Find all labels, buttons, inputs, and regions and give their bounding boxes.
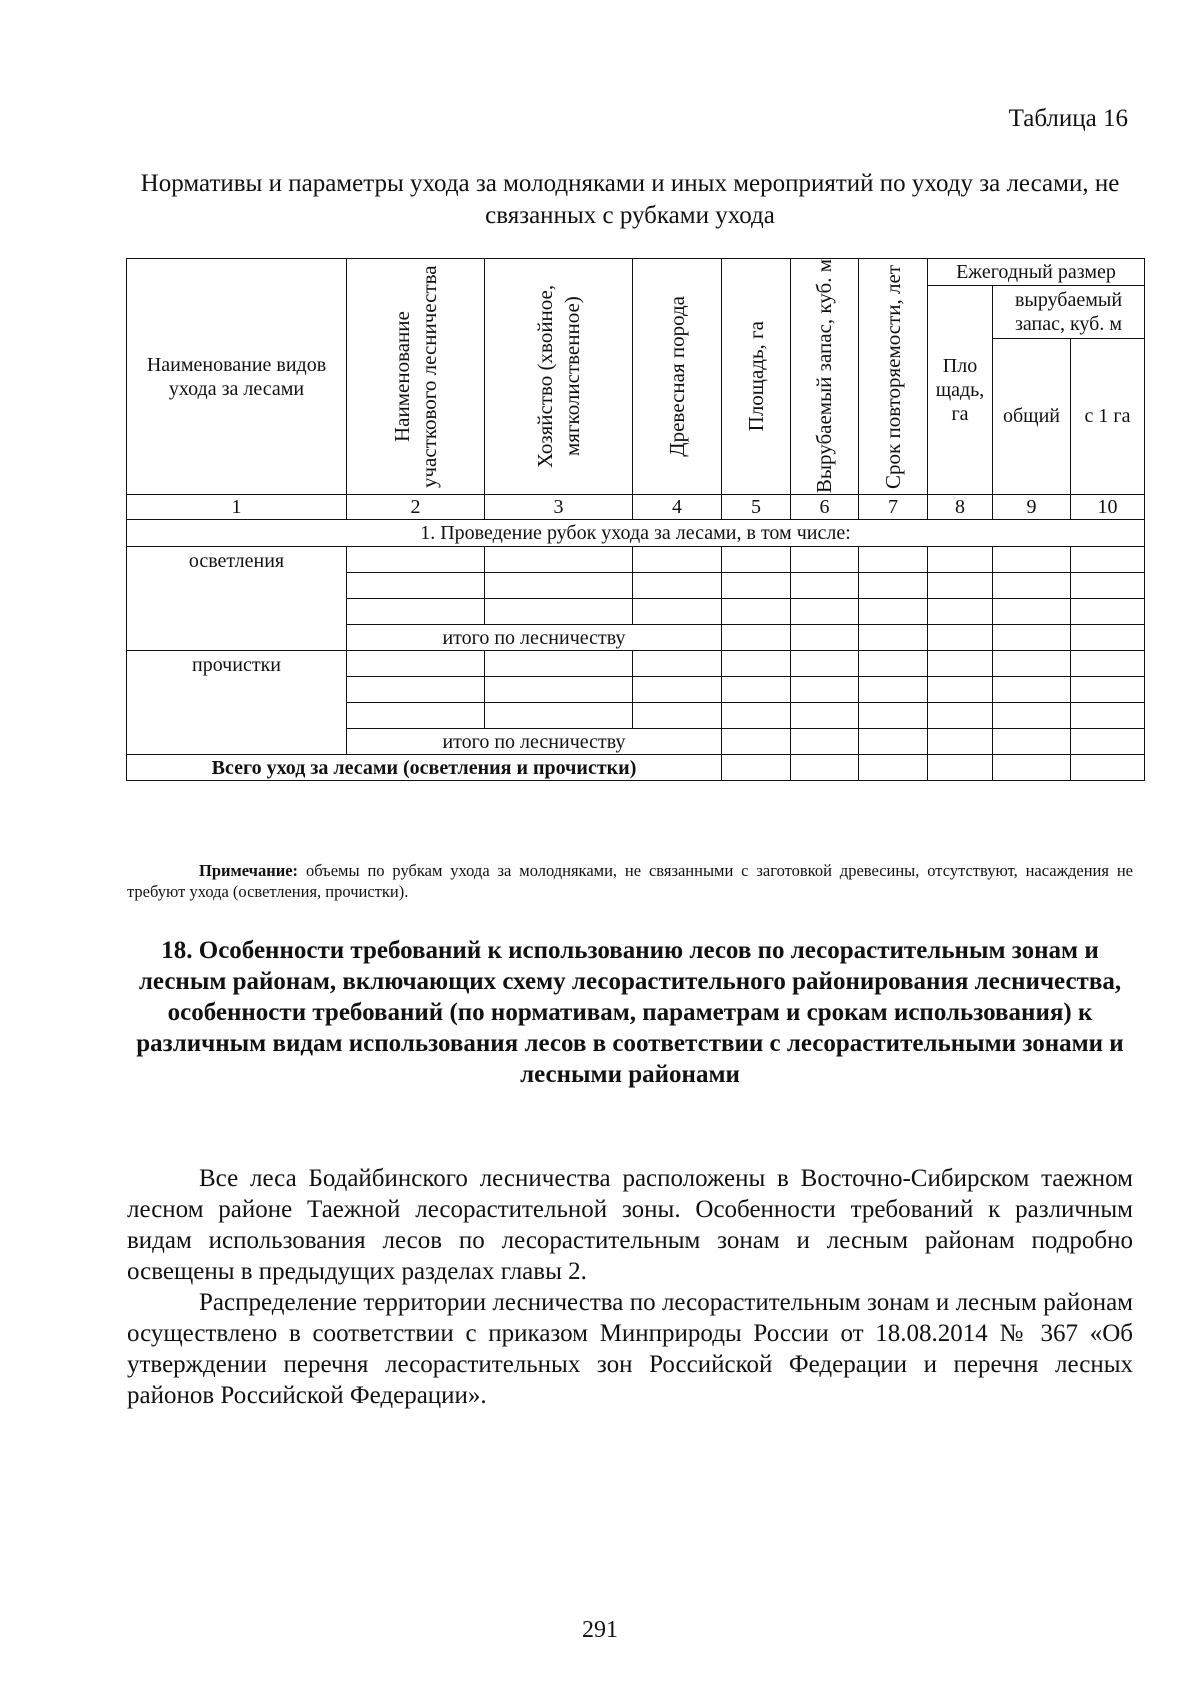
table-note <box>127 860 1133 902</box>
col-number: 9 <box>993 495 1071 520</box>
header-col8: Пло щадь, га <box>928 286 993 495</box>
header-col4: Древесная порода <box>664 296 689 457</box>
header-col7: Срок повторяемости, лет <box>880 264 905 489</box>
header-col10: с 1 га <box>1071 338 1145 495</box>
header-col9: общий <box>993 338 1071 495</box>
header-col2: Наименование участкового лесничества <box>389 265 441 488</box>
care-kind: прочистки <box>127 651 347 755</box>
col-number: 10 <box>1071 495 1145 520</box>
col-number: 3 <box>485 495 633 520</box>
note-text: объемы по рубкам ухода за молодняками, не связанными с заготовкой древесины, отсутствуют, насаждения не требуют ухода (осветления, прочистки). <box>127 861 1133 901</box>
subtotal-label: итого по лесничеству <box>347 729 722 755</box>
grand-total-label: Всего уход за лесами (осветления и прочистки) <box>127 755 722 781</box>
col-number: 7 <box>859 495 928 520</box>
header-col5: Площадь, га <box>743 321 768 432</box>
col-number: 2 <box>347 495 485 520</box>
col-number: 8 <box>928 495 993 520</box>
header-col3: Хозяйство (хвойное, мягколиственное) <box>532 284 584 469</box>
section-row: 1. Проведение рубок ухода за лесами, в том числе: <box>127 520 1145 547</box>
note-label: Примечание: <box>199 861 299 880</box>
col-number: 1 <box>127 495 347 520</box>
care-kind: осветления <box>127 547 347 651</box>
col-number: 6 <box>791 495 859 520</box>
table-title: Нормативы и параметры ухода за молодняками и иных мероприятий по уходу за лесами, не связанных с рубками ухода <box>140 170 1120 229</box>
header-col1: Наименование видов ухода за лесами <box>127 259 347 495</box>
col-number: 5 <box>722 495 791 520</box>
paragraph: Распределение территории лесничества по лесорастительным зонам и лесным районам осуществлено в соответствии с приказом Минприроды России от 18.08.2014 № 367 «Об утверждении перечня лесорастительных зон Российской Федерации и перечня лесных районов Российской Федерации». <box>127 1289 1133 1409</box>
paragraph: Все леса Бодайбинского лесничества расположены в Восточно-Сибирском таежном лесном районе Таежной лесорастительной зоны. Особенности требований к различным видам использования лесов по лесорастительным зонам и лесным районам подробно освещены в предыдущих разделах главы 2. <box>127 1165 1133 1285</box>
header-volume-group: вырубаемый запас, куб. м <box>993 286 1145 339</box>
subtotal-label: итого по лесничеству <box>347 625 722 651</box>
header-col6: Вырубаемый запас, куб. м <box>812 259 836 494</box>
forest-care-table <box>126 258 1145 781</box>
table-label: Таблица 16 <box>1008 105 1128 132</box>
header-annual-group: Ежегодный размер <box>928 259 1145 286</box>
col-number: 4 <box>633 495 722 520</box>
section-heading: 18. Особенности требований к использованию лесов по лесорастительным зонам и лесным районам, включающих схему лесорастительного районирования лесничества, особенности требований (по нормативам, параметрам и срокам использования) к различным видам использования лесов в соответствии с лесорастительными зонами и лесными районами <box>136 937 1124 1088</box>
page-number: 291 <box>582 1617 618 1643</box>
